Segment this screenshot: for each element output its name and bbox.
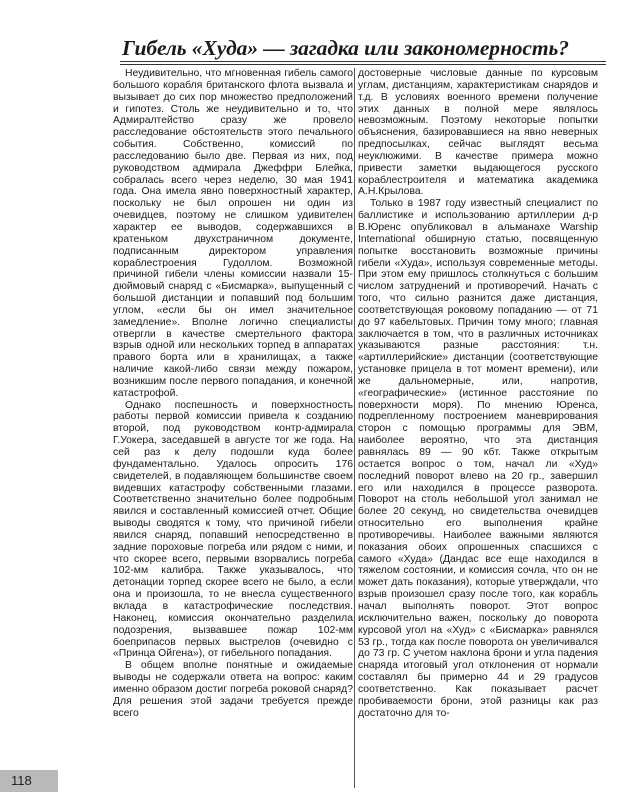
paragraph-3-continued: достоверные числовые данные по курсовым углам, дистанциям, характеристикам снарядов и т.д. В условиях военного времени получение этих данных в полной мере являлось невозможным. Поэтому некоторые попытки объяснения, базировавшиеся на явно неверных предпосылках, сейчас выглядят весьма неуклюжими. В качестве примера можно привести заметки выдающегося русского кораблестроителя и математика академика А.Н.Крылова. (358, 68, 598, 198)
title-rule-bottom (120, 64, 606, 65)
paragraph-3: В общем вполне понятные и ожидаемые выводы не содержали ответа на вопрос: каким именно образом достиг погреба роковой снаряд? Для решения этой задачи требуется прежде всего (113, 660, 353, 719)
title-rule-top (120, 61, 606, 62)
paragraph-1: Неудивительно, что мгновенная гибель самого большого корабля британского флота вызвала и вызывает до сих пор множество предположений и гипотез. Столь же неудивительно и то, что Адмиралтейство сразу же провело расследование обстоятельств этого печального события. Собственно, комиссий по расследованию было две. Первая из них, под руководством адмирала Джеффри Блейка, собралась всего через неделю, 30 мая 1941 года. Она имела явно поверхностный характер, поскольку не был опрошен ни один из очевидцев, поэтому не слишком удивителен характер ее выводов, содержавшихся в кратеньком двухстраничном документе, подписанным директором управления кораблестроения Гудоллом. Возможной причиной гибели члены комиссии назвали 15-дюймовый снаряд с «Бисмарка», выпущенный с большой дистанции и попавший под большим углом, «если бы он имел значительное замедление». Вполне логично специалисты отвергли в качестве смертельного фактора взрыв одной или нескольких торпед в аппаратах правого борта или в хранилищах, а также наличие какой-либо связи между пожаром, возникшим после первого попадания, и конечной катастрофой. (113, 68, 353, 399)
left-column (113, 68, 353, 788)
paragraph-4: Только в 1987 году известный специалист по баллистике и использованию артиллерии д-р В.Юренс опубликовал в альманахе Warship International обширную статью, посвященную попытке восстановить возможные причины гибели «Худа», используя современные методы. При этом ему пришлось столкнуться с большим числом затруднений и противоречий. Начать с того, что сильно разнится даже дистанция, соответствующая роковому попаданию — от 71 до 97 кабельтовых. Причин тому много; главная заключается в том, что в различных источниках указываются разные расстояния: т.н. «артиллерийские» дистанции (соответствующие установке прицела в тот момент времени), или же дальномерные, или, напротив, «географические» (истинное расстояние по поверхности моря). По мнению Юренса, подрепленному построением маневрирования сторон с помощью программы для ЭВМ, наиболее вероятно, что эта дистанция равнялась 89 — 90 кбт. Также открытым остается вопрос о том, начал ли «Худ» последний поворот влево на 20 гр., завершил его или находился в процессе разворота. Поворот на столь небольшой угол занимал не более 20 секунд, но свидетельства очевидцев относительно его выполнения крайне противоречивы. Наиболее важными являются показания обоих опрошенных спасшихся с самого «Худа» (Дандас все еще находился в тяжелом состоянии, и комиссия сочла, что он не может дать показания), которые утверждали, что взрыв произошел сразу после того, как корабль начал выполнять поворот. Этот вопрос исключительно важен, поскольку до поворота курсовой угол на «Худ» с «Бисмарка» равнялся 53 гр., тогда как после поворота он увеличивался до 73 гр. С учетом наклона брони и угла падения снаряда итоговый угол отклонения от нормали составлял бы примерно 44 и 29 градусов соответственно. Как показывает расчет пробиваемости брони, этой разницы как раз достаточно для то- (358, 198, 598, 719)
paragraph-2: Однако поспешность и поверхностность работы первой комиссии привела к созданию второй, под руководством контр-адмирала Г.Уокера, заседавшей в августе тог же года. На сей раз к делу подошли куда более фундаментально. Удалось опросить 176 свидетелей, в подавляющем большинстве своем видевших катастрофу собственными глазами. Соответственно значительно более подробным явился и составленный комиссией отчет. Общие выводы сводятся к тому, что причиной гибели явился снаряд, попавший непосредственно в задние пороховые погреба или рядом с ними, и что скорее всего, первыми взорвались погреба 102-мм калибра. Также указывалось, что детонации торпед скорее всего не было, а если она и произошла, то не внесла существенного вклада в катастрофические последствия. Наконец, комиссия окончательно разделила подозрения, вызвавшее пожар 102-мм боеприпасов первых выстрелов (очевидно с «Принца Ойгена»), от гибельного попадания. (113, 399, 353, 660)
article-title: Гибель «Худа» — загадка или закономерность? (122, 36, 569, 60)
page-number: 118 (11, 773, 32, 788)
right-column (358, 68, 598, 788)
page-number-tab (0, 770, 58, 792)
column-divider (354, 68, 355, 788)
